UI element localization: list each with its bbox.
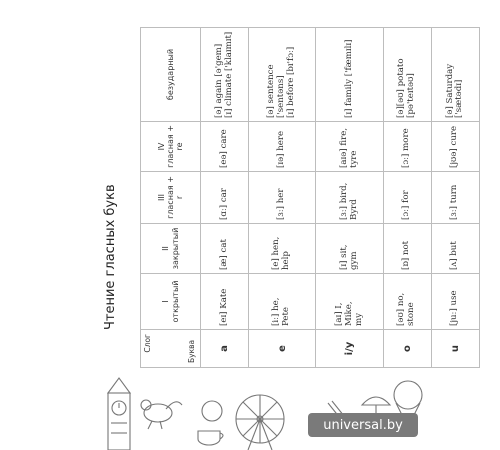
watermark: universal.by: [308, 413, 418, 437]
table-row: i/y [aɪ] I, Mike, my [ɪ] sit, gym [ɜː] bird, Byrd [aɪə] fire, tyre [ɪ] family ['fæmɪlɪ]: [316, 28, 383, 368]
table: [140, 27, 480, 368]
column-header: I открытый: [141, 274, 201, 330]
corner-cell: Слог Буква: [141, 330, 201, 368]
vowel-reading-table: [140, 28, 480, 368]
teacup-icon: [198, 431, 223, 445]
column-header: II закрытый: [141, 224, 201, 274]
column-header: IV гласная + re: [141, 122, 201, 172]
header-row: [141, 28, 201, 368]
decorative-doodles: [100, 375, 500, 450]
ferris-wheel-icon: [236, 395, 284, 450]
big-ben-icon: [108, 378, 130, 450]
column-header: III гласная + r: [141, 172, 201, 224]
column-header: безударный: [141, 28, 201, 122]
table-row: e [iː] he, Pete [e] hen, help [ɜː] her [ɪə] here [ə] sentence ['sentəns] [ɪ] before [bɪ'fɔː]: [249, 28, 316, 368]
textbook-page: Чтение гласных букв Слог Буква I открытый II закрытый III гласная + r IV гласная + re безударный a [eɪ] Kate [æ] cat [ɑː] car [eə] care [ə] again [ə'gem] [ɪ] climate ['klaɪmɪt] e [iː] he, Pete [e] hen, help [ɜː] her [ɪə] here [ə] sentence ['sentəns] [ɪ] before [bɪ'fɔː] i/y [aɪ] I, Mike, my [ɪ] sit, gym [ɜː] bird, Byrd [aɪə] fire, tyre [ɪ] family ['fæmɪlɪ] o [əʊ] no, stone [ɒ] not [ɔː] for [ɔː] more [ə][əʊ] potato [pə'teɪtəʊ] u [juː] use [ʌ] but [ɜː] turn [jʊə] cure [ə] Saturday ['sætədɪ] universal.by: [0, 0, 500, 450]
table-row: u [juː] use [ʌ] but [ɜː] turn [jʊə] cure [ə] Saturday ['sætədɪ]: [431, 28, 479, 368]
table-row: o [əʊ] no, stone [ɒ] not [ɔː] for [ɔː] more [ə][əʊ] potato [pə'teɪtəʊ]: [383, 28, 431, 368]
bird-icon: [141, 400, 182, 429]
badge-icon: [202, 401, 222, 421]
table-row: a [eɪ] Kate [æ] cat [ɑː] car [eə] care [ə] again [ə'gem] [ɪ] climate ['klaɪmɪt]: [201, 28, 249, 368]
